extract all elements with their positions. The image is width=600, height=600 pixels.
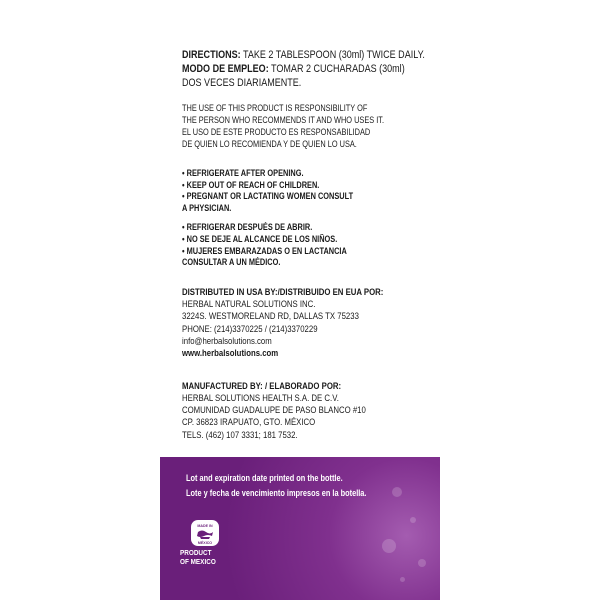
purple-band [160,457,440,600]
distributor-email: info@herbalsolutions.com [182,335,272,347]
responsibility-line: THE PERSON WHO RECOMMENDS IT AND WHO USES IT. [182,115,385,125]
lot-notice-en: Lot and expiration date printed on the bottle. [186,473,343,483]
warning-item: • PREGNANT OR LACTATING WOMEN CONSULT [182,191,354,202]
directions-block [182,48,432,90]
manufacturer-line: COMUNIDAD GUADALUPE DE PASO BLANCO #10 [182,405,366,417]
directions-text-es: TOMAR 2 CUCHARADAS (30ml) [268,63,405,75]
responsibility-block [182,102,432,150]
warning-item: A PHYSICIAN. [182,202,232,213]
warning-item: • KEEP OUT OF REACH OF CHILDREN. [182,179,320,190]
product-of-mexico [180,548,222,566]
manufacturer-line: TELS. (462) 107 3331; 181 7532. [182,429,298,441]
label-text-area [182,48,432,442]
directions-label-en: DIRECTIONS: [182,49,241,61]
distributor-line: PHONE: (214)3370225 / (214)3370229 [182,323,318,335]
warning-item: • NO SE DEJE AL ALCANCE DE LOS NIÑOS. [182,233,338,244]
warning-item: CONSULTAR A UN MÉDICO. [182,257,281,268]
warnings-en [182,168,432,214]
badge-top-text: MADE IN [197,524,213,528]
warning-item: • MUJERES EMBARAZADAS O EN LACTANCIA [182,245,347,256]
distributor-line: HERBAL NATURAL SOLUTIONS INC. [182,299,316,311]
directions-en [182,48,425,62]
product-label [160,0,440,600]
manufacturer-line: HERBAL SOLUTIONS HEALTH S.A. DE C.V. [182,392,339,404]
distributor-block [182,287,432,361]
distributor-line: 3224S. WESTMORELAND RD, DALLAS TX 75233 [182,311,359,323]
responsibility-line: DE QUIEN LO RECOMIENDA Y DE QUIEN LO USA. [182,139,357,149]
product-of-line: OF MEXICO [180,557,216,566]
directions-text-en: TAKE 2 TABLESPOON (30ml) TWICE DAILY. [240,49,425,61]
warning-item: • REFRIGERATE AFTER OPENING. [182,168,304,178]
directions-label-es: MODO DE EMPLEO: [182,63,269,75]
manufacturer-header: MANUFACTURED BY: / ELABORADO POR: [182,380,342,392]
directions-es [182,62,405,76]
responsibility-line: THE USE OF THIS PRODUCT IS RESPONSIBILITY OF [182,103,368,113]
directions-text-es-2: DOS VECES DIARIAMENTE. [182,77,302,89]
distributor-website: www.herbalsolutions.com [182,348,279,360]
manufacturer-line: CP. 36823 IRAPUATO, GTO. MÉXICO [182,417,316,429]
lot-notice-es: Lote y fecha de vencimiento impresos en la botella. [186,488,367,498]
manufacturer-block [182,381,432,442]
warnings-es [182,222,432,268]
responsibility-line: EL USO DE ESTE PRODUCTO ES RESPONSABILIDAD [182,127,371,137]
lot-notice [186,471,406,501]
badge-bottom-text: MÉXICO [197,541,213,545]
distributor-header: DISTRIBUTED IN USA BY:/DISTRIBUIDO EN EUA POR: [182,286,384,298]
warning-item: • REFRIGERAR DESPUÉS DE ABRIR. [182,222,313,233]
made-in-mexico-icon [190,519,220,547]
product-of-line: PRODUCT [180,548,212,557]
